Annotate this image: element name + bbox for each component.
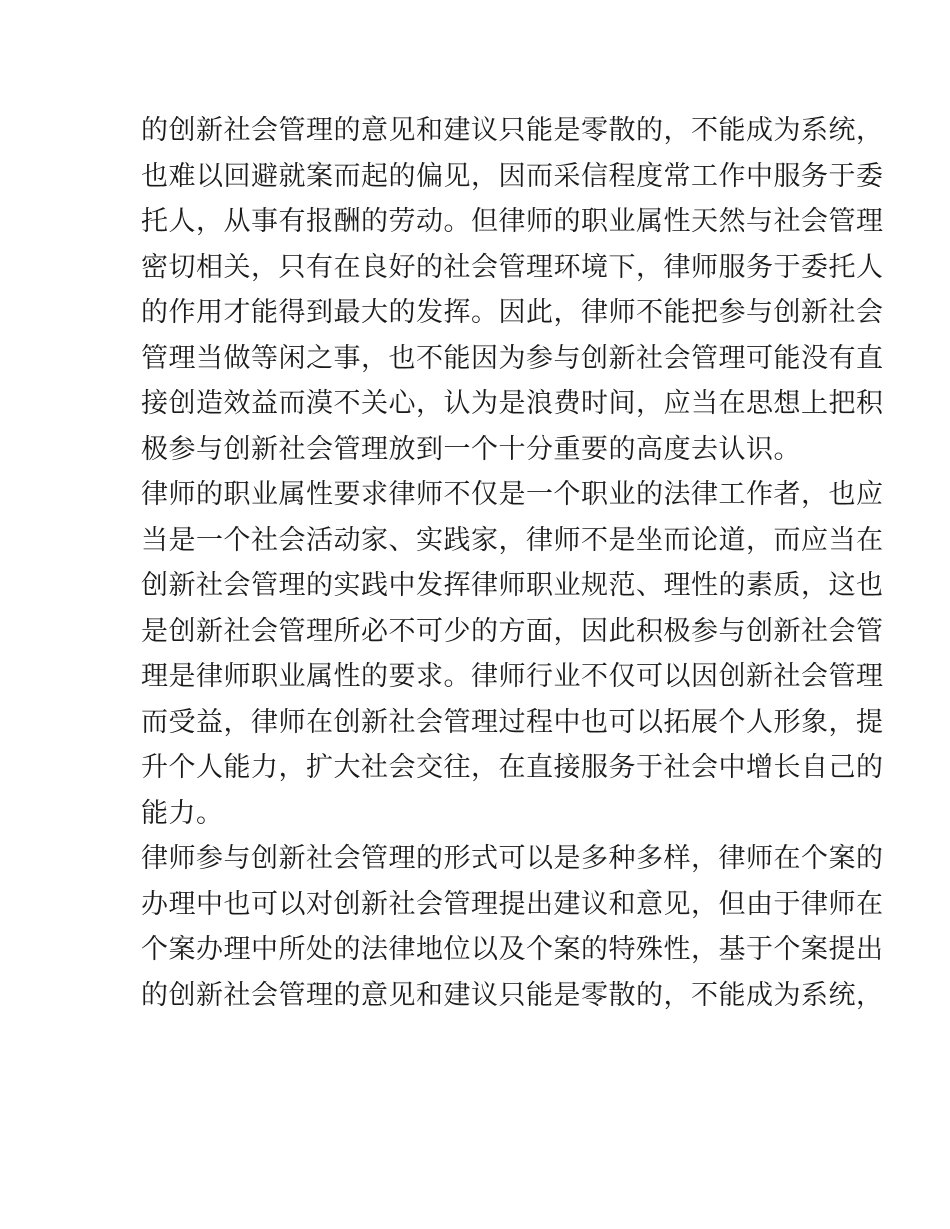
text-line: 理是律师职业属性的要求。律师行业不仅可以因创新社会管理 — [141, 661, 884, 692]
text-line: 能力。 — [141, 797, 224, 829]
text-line: 密切相关，只有在良好的社会管理环境下，律师服务于委托人 — [141, 251, 884, 283]
text-line: 接创造效益而漠不关心，认为是浪费时间，应当在思想上把积 — [141, 388, 884, 419]
text-line: 当是一个社会活动家、实践家，律师不是坐而论道，而应当在 — [141, 524, 884, 556]
text-line: 极参与创新社会管理放到一个十分重要的高度去认识。 — [141, 433, 801, 465]
text-line: 是创新社会管理所必不可少的方面，因此积极参与创新社会管 — [141, 615, 884, 647]
text-line: 的作用才能得到最大的发挥。因此，律师不能把参与创新社会 — [141, 297, 884, 328]
text-line: 的创新社会管理的意见和建议只能是零散的，不能成为系统， — [141, 979, 884, 1011]
text-line: 而受益，律师在创新社会管理过程中也可以拓展个人形象，提 — [141, 706, 884, 738]
text-line: 升个人能力，扩大社会交往，在直接服务于社会中增长自己的 — [141, 752, 884, 783]
text-line: 个案办理中所处的法律地位以及个案的特殊性，基于个案提出 — [141, 934, 884, 965]
text-line: 律师的职业属性要求律师不仅是一个职业的法律工作者，也应 — [141, 479, 884, 510]
body-text — [141, 108, 884, 1018]
text-line: 的创新社会管理的意见和建议只能是零散的，不能成为系统， — [141, 115, 884, 146]
text-line: 管理当做等闲之事，也不能因为参与创新社会管理可能没有直 — [141, 342, 884, 374]
text-line: 创新社会管理的实践中发挥律师职业规范、理性的素质，这也 — [141, 570, 884, 601]
text-line: 托人，从事有报酬的劳动。但律师的职业属性天然与社会管理 — [141, 206, 884, 237]
text-line: 办理中也可以对创新社会管理提出建议和意见，但由于律师在 — [141, 888, 884, 920]
text-line: 律师参与创新社会管理的形式可以是多种多样，律师在个案的 — [141, 843, 884, 874]
text-line: 也难以回避就案而起的偏见，因而采信程度常工作中服务于委 — [141, 160, 884, 192]
